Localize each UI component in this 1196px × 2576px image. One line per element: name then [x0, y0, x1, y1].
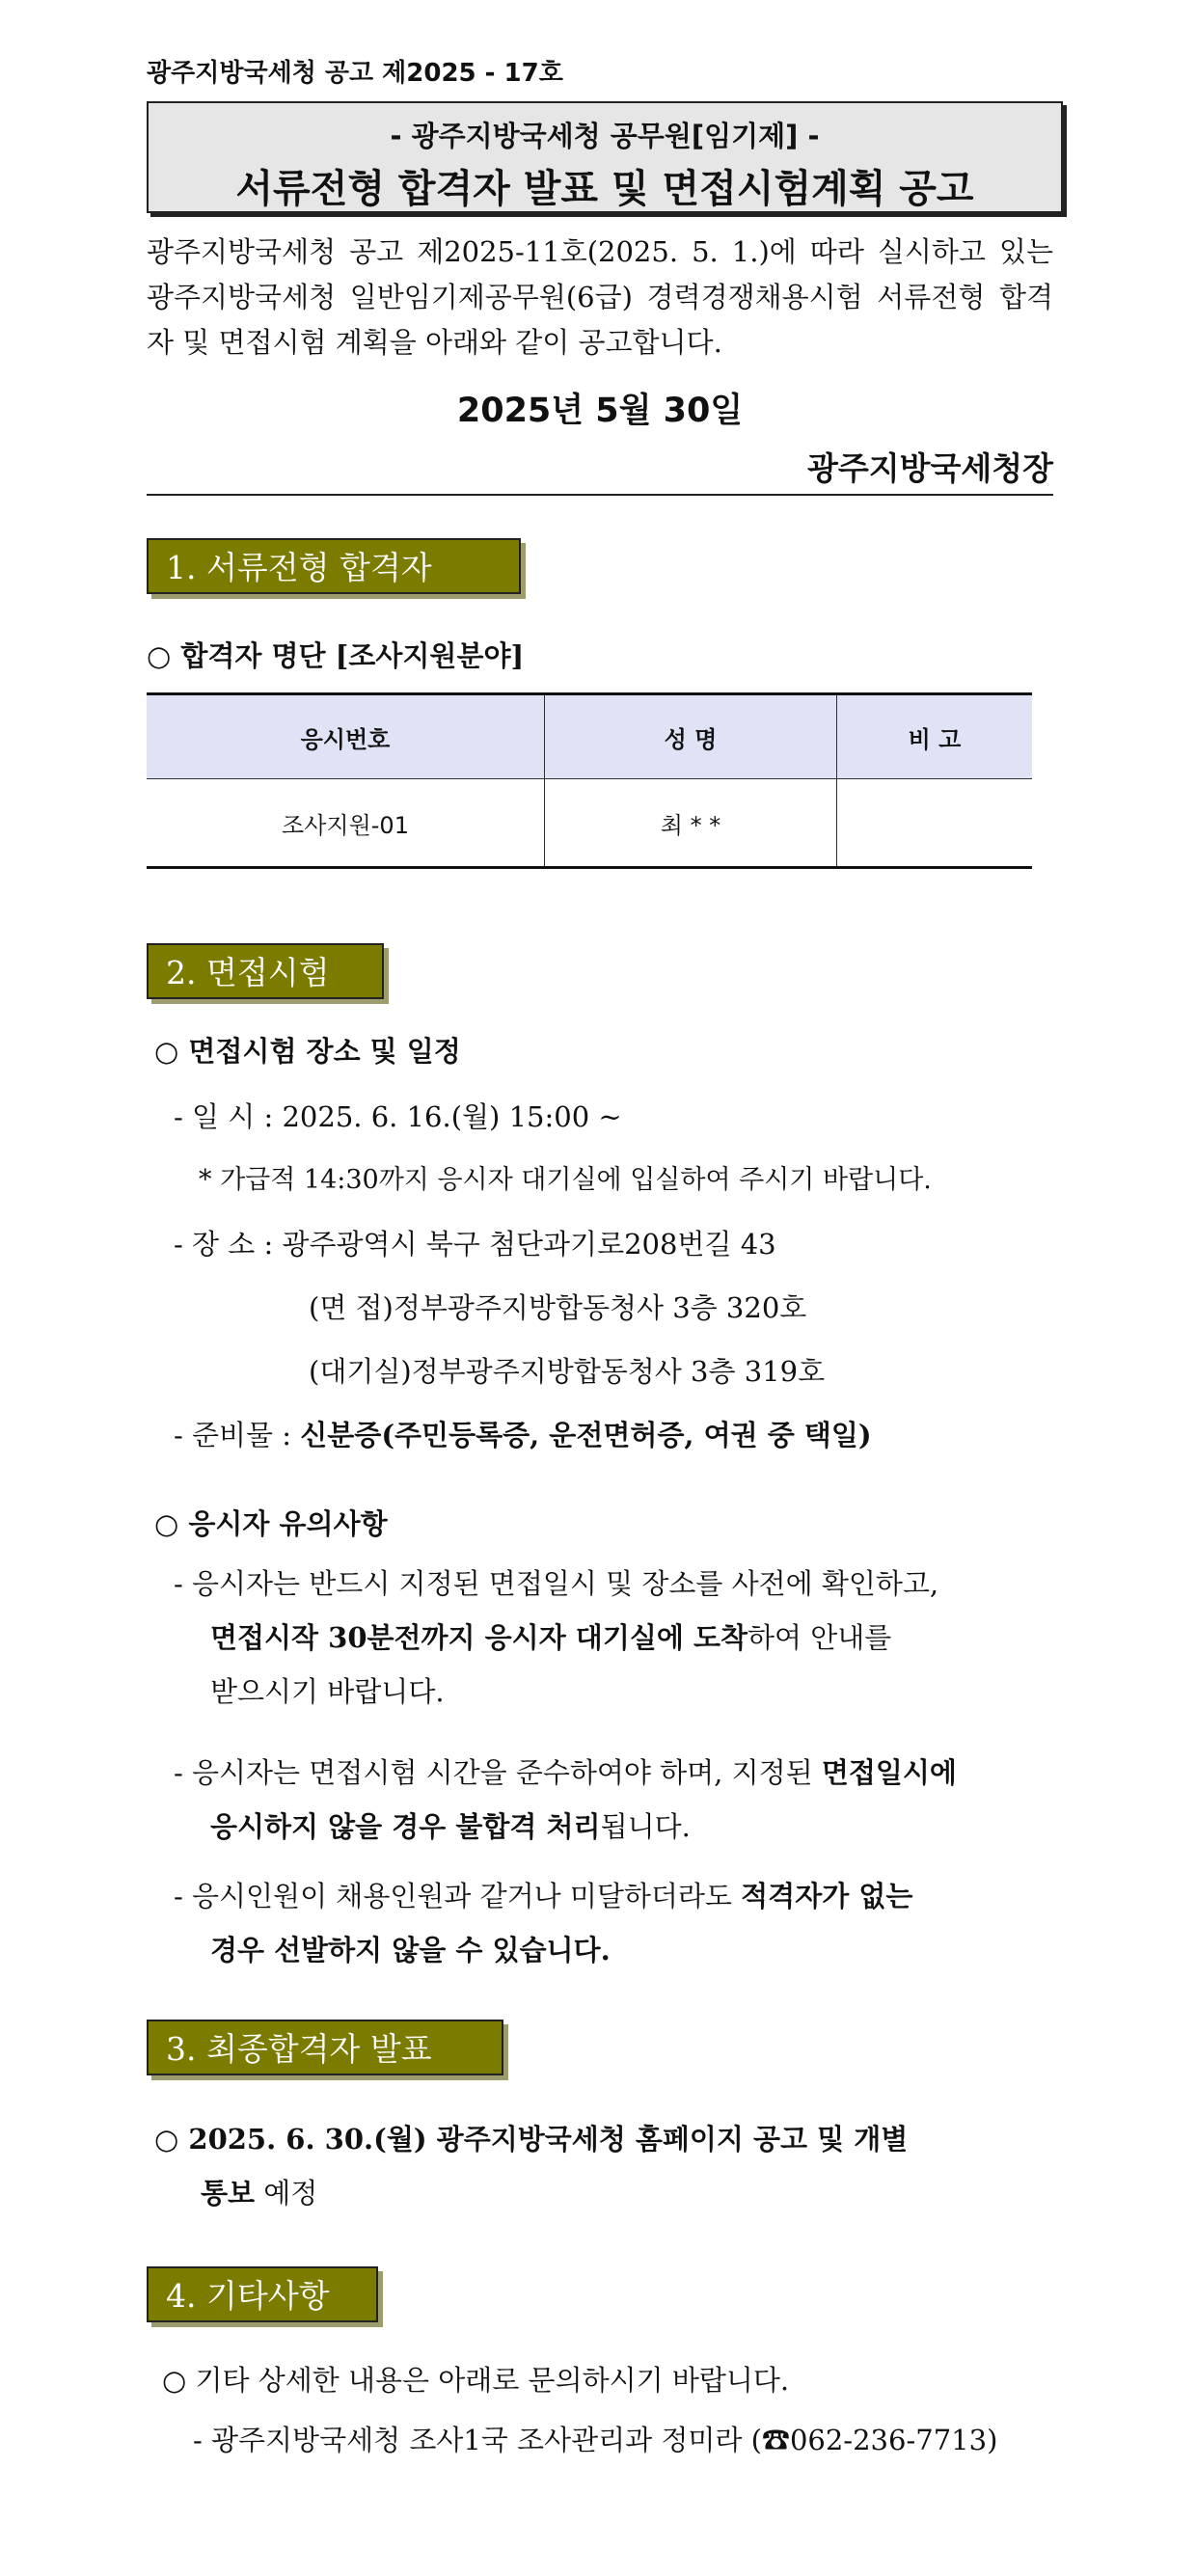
section-1-title: 1. 서류전형 합격자	[147, 538, 521, 594]
title-box	[147, 101, 1063, 213]
caution-2-bold-a: 면접일시에	[821, 1756, 957, 1789]
issuer: 광주지방국세청장	[806, 449, 1053, 487]
caution-2-bold-b: 응시하지 않을 경우 불합격 처리	[210, 1810, 601, 1843]
caution-1-bold: 면접시작 30분전까지 응시자 대기실에 도착	[210, 1621, 748, 1654]
table-header: 성 명	[545, 694, 837, 779]
required-items	[174, 1416, 872, 1454]
caution-1	[174, 1557, 1053, 1719]
final-notice-bold: 통보	[201, 2177, 256, 2210]
table-row	[147, 779, 1032, 868]
table-cell	[837, 779, 1033, 868]
caution-3-line-2: 경우 선발하지 않을 수 있습니다.	[210, 1934, 611, 1966]
notice-date: 2025년 5월 30일	[456, 392, 744, 430]
arrival-note: * 가급적 14:30까지 응시자 대기실에 입실하여 주시기 바랍니다.	[199, 1165, 932, 1195]
waiting-room: (대기실)정부광주지방합동청사 3층 319호	[309, 1355, 826, 1388]
final-announcement-line-1: ○ 2025. 6. 30.(월) 광주지방국세청 홈페이지 공고 및 개별	[154, 2123, 909, 2156]
date-value: 2025. 6. 16.(월) 15:00 ~	[282, 1100, 622, 1133]
notice-number: 광주지방국세청 공고 제2025 - 17호	[147, 59, 563, 88]
misc-info: ○ 기타 상세한 내용은 아래로 문의하시기 바랍니다.	[162, 2364, 790, 2397]
section-2-title: 2. 면접시험	[147, 943, 384, 999]
caution-2-rest: 됩니다.	[600, 1810, 691, 1843]
caution-3-text: - 응시인원이 채용인원과 같거나 미달하더라도	[174, 1880, 742, 1912]
section-3-title: 3. 최종합격자 발표	[147, 2020, 503, 2075]
section-4-title: 4. 기타사항	[147, 2266, 378, 2322]
final-announcement	[154, 2112, 1053, 2220]
caution-2	[174, 1746, 1053, 1854]
caution-2-line-1	[174, 1746, 1053, 1800]
caution-3-bold-a: 적격자가 없는	[741, 1880, 913, 1912]
contact-line: - 광주지방국세청 조사1국 조사관리과 정미라 (☎062-236-7713)	[193, 2424, 998, 2456]
contact-person: - 광주지방국세청 조사1국 조사관리과 정미라	[193, 2424, 743, 2456]
caution-1-line-2	[174, 1611, 1053, 1665]
place-label: - 장 소 :	[174, 1228, 283, 1261]
caution-1-rest: 하여 안내를	[747, 1621, 892, 1654]
prep-label: - 준비물 :	[174, 1419, 301, 1451]
final-announcement-line-2	[154, 2166, 1053, 2220]
prep-value: 신분증(주민등록증, 운전면허증, 여권 중 택일)	[300, 1419, 872, 1451]
caution-1-line-1: - 응시자는 반드시 지정된 면접일시 및 장소를 사전에 확인하고,	[174, 1567, 939, 1600]
applicant-table	[147, 692, 1032, 869]
interview-room: (면 접)정부광주지방합동청사 3층 320호	[309, 1291, 807, 1324]
table-header: 응시번호	[147, 694, 545, 779]
list-heading: ○ 합격자 명단 [조사지원분야]	[147, 639, 525, 672]
place-value: 광주광역시 북구 첨단과기로208번길 43	[282, 1228, 776, 1261]
intro-paragraph: 광주지방국세청 공고 제2025-11호(2025. 5. 1.)에 따라 실시하고 있는 광주지방국세청 일반임기제공무원(6급) 경력경쟁채용시험 서류전형 합격자 및 면접시험 계획을 아래와 같이 공고합니다.	[147, 235, 1053, 359]
date-label: - 일 시 :	[174, 1100, 283, 1133]
divider	[147, 494, 1053, 496]
contact-phone: 062-236-7713	[789, 2424, 988, 2456]
caution-heading: ○ 응시자 유의사항	[154, 1507, 388, 1540]
table-header: 비 고	[837, 694, 1033, 779]
caution-3-line-1	[174, 1869, 1053, 1923]
interview-date	[174, 1098, 622, 1136]
caution-2-text: - 응시자는 면접시험 시간을 준수하여야 하며, 지정된	[174, 1756, 822, 1789]
table-cell: 조사지원-01	[147, 779, 545, 868]
schedule-heading: ○ 면접시험 장소 및 일정	[154, 1035, 461, 1068]
caution-1-line-3: 받으시기 바랍니다.	[210, 1675, 445, 1708]
final-notice-rest: 예정	[255, 2177, 318, 2210]
table-cell: 최 * *	[545, 779, 837, 868]
phone-icon: ☎	[761, 2424, 790, 2456]
caution-2-line-2	[174, 1800, 1053, 1854]
title-subtitle: - 광주지방국세청 공무원[임기제] -	[390, 120, 820, 152]
caution-3	[174, 1869, 1053, 1977]
interview-place	[174, 1225, 776, 1263]
page-title: 서류전형 합격자 발표 및 면접시험계획 공고	[235, 167, 974, 211]
